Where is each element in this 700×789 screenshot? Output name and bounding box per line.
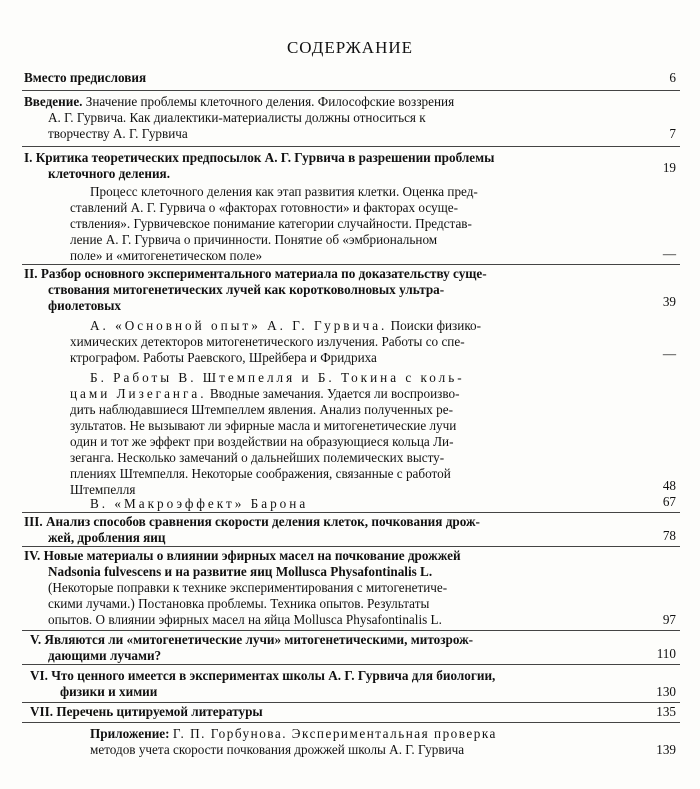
page-number-ch4: 97 xyxy=(662,612,676,627)
ch1-number: I. xyxy=(24,150,33,165)
ch2-section-b-7: плениях Штемпелля. Некоторые соображения, связанные с работой xyxy=(70,466,451,481)
ch2-section-b-title-end: цами Лизеганга. xyxy=(70,386,207,401)
ch1-desc-3: ствления». Гурвичевское понимание категории случайности. Представ- xyxy=(70,216,472,231)
ch3-title-1: Анализ способов сравнения скорости деления клеток, почкования дрож- xyxy=(46,514,480,529)
toc-entry-ch6[interactable] xyxy=(30,668,495,684)
ch7-number: VII. xyxy=(30,704,54,719)
ch5-number: V. xyxy=(30,632,42,647)
ch2-title-3: фиолетовых xyxy=(48,298,121,313)
divider xyxy=(22,546,680,547)
page-title: СОДЕРЖАНИЕ xyxy=(286,38,414,57)
ch7-title-1: Перечень цитируемой литературы xyxy=(56,704,263,719)
page-number-preface: 6 xyxy=(669,70,676,85)
page-number-ch2-c: 67 xyxy=(662,494,676,509)
divider xyxy=(22,702,680,703)
toc-entry-ch1[interactable] xyxy=(24,150,494,166)
page-number-ch1-desc: — xyxy=(662,246,676,261)
ch5-title-2: дающими лучами? xyxy=(48,648,162,663)
page-number-ch3: 78 xyxy=(662,528,676,543)
ch2-section-a-2: химических детекторов митогенетического излучения. Работы со спе- xyxy=(70,334,465,349)
ch3-title-2: жей, дробления яиц xyxy=(48,530,166,545)
toc-entry-preface[interactable]: Вместо предисловия xyxy=(24,70,147,85)
ch2-title-2: ствования митогенетических лучей как коротковолновых ультра- xyxy=(48,282,445,297)
divider xyxy=(22,664,680,665)
ch2-section-b-4: зультатов. Не вызывают ли эфирные масла и митогенетические лучи xyxy=(70,418,457,433)
divider xyxy=(22,264,680,265)
ch2-section-a-3: ктрографом. Работы Раевского, Шрейбера и Фридриха xyxy=(70,350,377,365)
ch6-title-2: физики и химии xyxy=(60,684,158,699)
intro-line-2: А. Г. Гурвича. Как диалектики-материалисты должны относиться к xyxy=(48,110,426,125)
appendix-line-2: методов учета скорости почкования дрожжей школы А. Г. Гурвича xyxy=(90,742,465,757)
ch1-desc-5: поле» и «митогенетическом поле» xyxy=(70,248,263,263)
ch4-number: IV. xyxy=(24,548,41,563)
toc-entry-ch7[interactable] xyxy=(30,704,263,720)
ch2-section-b-8: Штемпелля xyxy=(70,482,136,497)
toc-entry-appendix[interactable] xyxy=(90,726,497,742)
appendix-label: Приложение: xyxy=(90,726,170,741)
intro-line-1: Значение проблемы клеточного деления. Философские воззрения xyxy=(85,94,455,109)
divider xyxy=(22,90,680,91)
divider xyxy=(22,722,680,723)
ch2-title-1: Разбор основного экспериментального материала по доказательству суще- xyxy=(40,266,487,281)
toc-entry-ch4[interactable] xyxy=(24,548,461,564)
page-number-ch6: 130 xyxy=(656,684,676,699)
page-number-ch5: 110 xyxy=(656,646,676,661)
page-number-ch7: 135 xyxy=(656,704,676,719)
page-number-ch2-a: — xyxy=(662,346,676,361)
toc-entry-ch3[interactable] xyxy=(24,514,480,530)
ch2-section-c: В. «Макроэффект» Барона xyxy=(90,496,309,511)
ch4-desc-2: скими лучами.) Постановка проблемы. Техника опытов. Результаты xyxy=(48,596,430,611)
page-number-intro: 7 xyxy=(669,126,676,141)
toc-entry-ch5[interactable] xyxy=(30,632,473,648)
divider xyxy=(22,630,680,631)
ch4-desc-3: опытов. О влиянии эфирных масел на яйца Mollusca Physafontinalis L. xyxy=(48,612,442,627)
ch5-title-1: Являются ли «митогенетические лучи» митогенетическими, митозрож- xyxy=(44,632,474,647)
appendix-line-1: Г. П. Горбунова. Экспериментальная проверка xyxy=(172,726,497,741)
ch1-desc-4: ление А. Г. Гурвича о причинности. Понятие об «эмбриональном xyxy=(70,232,438,247)
ch2-section-b-5: один и тот же эффект при воздействии на образующиеся кольца Ли- xyxy=(70,434,454,449)
divider xyxy=(22,146,680,147)
ch6-number: VI. xyxy=(30,668,48,683)
ch6-title-1: Что ценного имеется в экспериментах школы А. Г. Гурвича для биологии, xyxy=(51,668,496,683)
toc-entry-ch2[interactable] xyxy=(24,266,487,282)
page-number-ch2: 39 xyxy=(662,294,676,309)
ch1-desc-2: ставлений А. Г. Гурвича о «факторах готовности» и факторах осуще- xyxy=(70,200,458,215)
ch2-section-a-title: А. «Основной опыт» А. Г. Гурвича. xyxy=(90,318,388,333)
intro-label: Введение. xyxy=(24,94,83,109)
ch2-section-a-rest: Поиски физико- xyxy=(390,318,482,333)
page-number-ch2-b: 48 xyxy=(662,478,676,493)
ch2-section-b-6: зеганга. Несколько замечаний о дальнейших полемических высту- xyxy=(70,450,445,465)
page-number-ch1: 19 xyxy=(662,160,676,175)
ch4-desc-1: (Некоторые поправки к технике экспериментирования с митогенетиче- xyxy=(48,580,448,595)
ch2-section-a-1 xyxy=(90,318,481,334)
ch3-number: III. xyxy=(24,514,43,529)
ch1-desc-1: Процесс клеточного деления как этап развития клетки. Оценка пред- xyxy=(90,184,478,199)
page-number-appendix: 139 xyxy=(656,742,676,757)
ch4-title-1: Новые материалы о влиянии эфирных масел на почкование дрожжей xyxy=(43,548,461,563)
ch2-number: II. xyxy=(24,266,38,281)
ch2-section-b-rest: Вводные замечания. Удается ли воспроизво- xyxy=(209,386,460,401)
ch2-section-b-2 xyxy=(70,386,460,402)
ch1-title-1: Критика теоретических предпосылок А. Г. Гурвича в разрешении проблемы xyxy=(35,150,495,165)
divider xyxy=(22,512,680,513)
ch2-section-b-1: Б. Работы В. Штемпелля и Б. Токина с коль- xyxy=(90,370,465,385)
toc-entry-intro[interactable] xyxy=(24,94,454,110)
ch2-section-b-3: дить наблюдавшиеся Штемпеллем явления. Анализ полученных ре- xyxy=(70,402,453,417)
ch1-title-2: клеточного деления. xyxy=(48,166,170,181)
ch4-title-2: Nadsonia fulvescens и на развитие яиц Mollusca Physafontinalis L. xyxy=(48,564,433,579)
intro-line-3: творчеству А. Г. Гурвича xyxy=(48,126,188,141)
